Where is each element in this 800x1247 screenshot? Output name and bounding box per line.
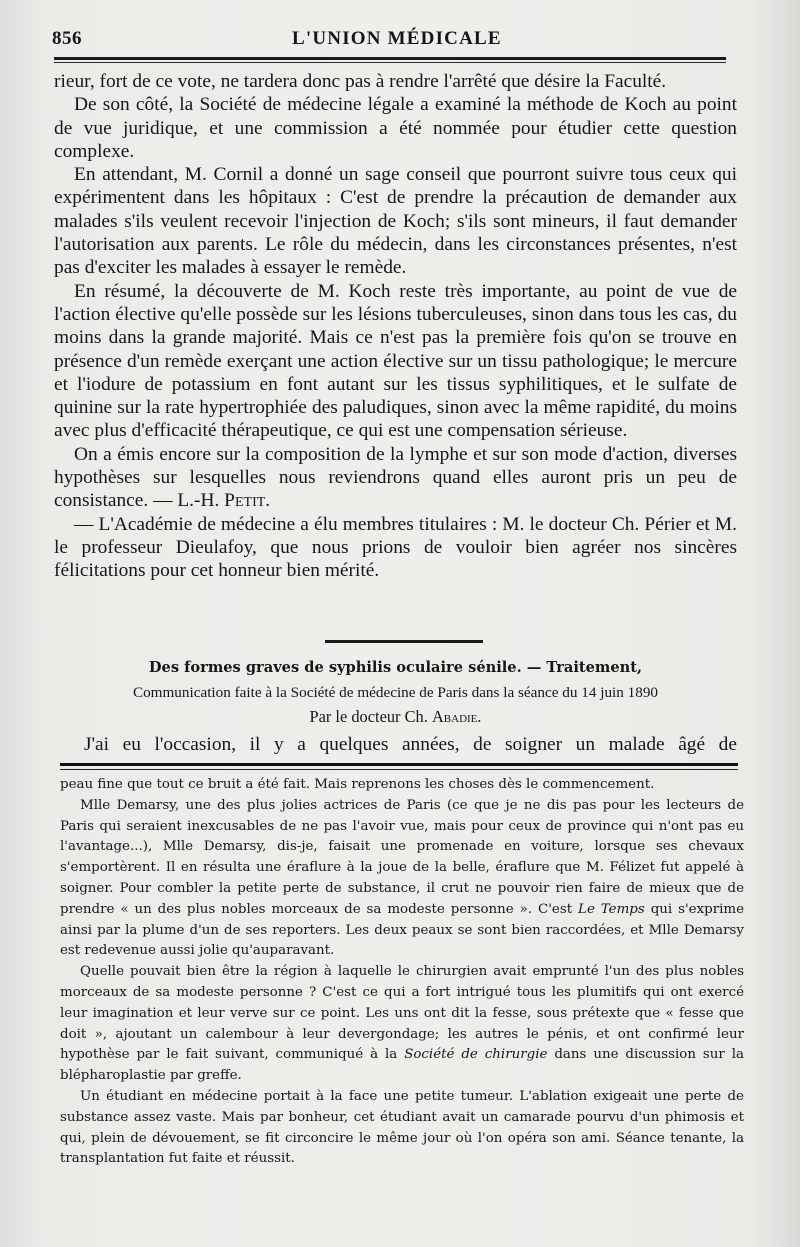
article-first-line: J'ai eu l'occasion, il y a quelques années, de soigner un malade âgé de [84, 734, 737, 755]
author-prefix: Par le docteur Ch. [309, 707, 428, 726]
signature: L.-H. Petit. [177, 490, 271, 512]
lymphe-text: On a émis encore sur la composition de la lymphe et sur son mode d'action, diverses hypothèses sur lesquelles nous reviendrons quand elles auront pris un peu de consistance. — [54, 443, 737, 512]
paragraph-lymphe [54, 443, 737, 513]
article-title: Des formes graves de syphilis oculaire sénile. — Traitement, [148, 659, 643, 676]
paragraph-academie: — L'Académie de médecine a élu membres titulaires : M. le docteur Ch. Périer et M. le professeur Dieulafoy, que nous prions de vouloir bien agréer nos sincères félicitations pour cet honneur bien mérité. [54, 513, 737, 582]
paragraph-cornil: En attendant, M. Cornil a donné un sage conseil que pourront suivre tous ceux qui expérimentent dans les hôpitaux : C'est de prendre la précaution de demander aux malades s'ils veulent recevoir l'injection de Koch; s'ils sont mineurs, il faut demander l'autorisation aux parents. Le rôle du médecin, dans les circonstances présentes, n'est pas d'exciter les malades à essayer le remède. [54, 164, 737, 279]
feuilleton-paragraph-etudiant: Un étudiant en médecine portait à la face une petite tumeur. L'ablation exigeait une perte de substance assez vaste. Mais par bonheur, cet étudiant avait un camarade pourvu d'un phimosis et qui, plein de dévouement, se fit circoncire le même jour où l'on opéra son ami. Séance tenante, la transplantation fut faite et réussit. [60, 1088, 744, 1167]
page-header [52, 28, 742, 54]
article-communication: Communication faite à la Société de médecine de Paris dans la séance du 14 juin 1890 [132, 684, 659, 701]
societe-chirurgie: Société de chirurgie [404, 1047, 548, 1063]
feuilleton-rule [60, 763, 738, 766]
feuilleton-paragraph-region [60, 962, 744, 1087]
header-rule [54, 57, 726, 60]
main-text [54, 70, 737, 583]
demarsy-text-end: qui s'exprime ainsi par la plume d'un de ses reporters. Les deux peaux se sont bien raccordées, et Mlle Demarsy est redevenue aussi jolie qu'auparavant. [60, 901, 744, 959]
running-title: L'UNION MÉDICALE [292, 28, 502, 49]
feuilleton-text [60, 775, 744, 1170]
header-rule-thin [54, 62, 726, 63]
paragraph-continuation: rieur, fort de ce vote, ne tardera donc pas à rendre l'arrêté que désire la Faculté. [54, 71, 667, 92]
page-number: 856 [52, 28, 82, 49]
feuilleton-rule-thin [60, 769, 738, 770]
region-text-end: dans une discussion sur la blépharoplastie par greffe. [60, 1047, 744, 1084]
demarsy-text: Mlle Demarsy, une des plus jolies actrices de Paris (ce que je ne dis pas pour les lecteurs de Paris qui seraient inexcusables de ne pas l'avoir vue, mais pour ceux de province qui n'ont pas eu l'avantage...), Mlle Demarsy, dis-je, faisait une promenade en voiture, lorsque ses chevaux s'emportèrent. Il en résulta une éraflure à la joue de la belle, éraflure que M. Félizet fut appelé à soigner. Pour combler la petite perte de substance, il crut ne pouvoir rien faire de mieux que de prendre « un des plus nobles morceaux de sa modeste personne ». C'est [60, 797, 744, 917]
paragraph-resume: En résumé, la découverte de M. Koch reste très importante, au point de vue de l'action élective qu'elle possède sur les lésions tuberculeuses, sinon dans tous les cas, du moins dans la grande majorité. Mais ce n'est pas la première fois qu'on se trouve en présence d'un remède exerçant une action élective sur un tissu pathologique; le mercure et l'iodure de potassium en font autant sur les tissus syphilitiques, et le sulfate de quinine sur la rate hypertrophiée des paludiques, sinon avec la même rapidité, du moins avec plus d'efficacité thérapeutique, ce qui est une compensation sérieuse. [54, 280, 737, 442]
feuilleton-paragraph-demarsy [60, 796, 744, 962]
region-text: Quelle pouvait bien être la région à laquelle le chirurgien avait emprunté l'un des plus nobles morceaux de sa modeste personne ? C'est ce qui a fort intrigué tous les plumitifs qui ont exercé leur imagination et leur verve sur ce point. Les uns ont dit la fesse, sous prétexte que « fesse que doit », ajoutant un calembour à leur devergondage; les autres le pénis, et ont confirmé leur hypothèse par le fait suivant, communiqué à la [60, 964, 744, 1063]
paragraph-societe-medecine-legale: De son côté, la Société de médecine légale a examiné la méthode de Koch au point de vue juridique, et une commission a été nommée pour étudier cette question complexe. [54, 94, 737, 162]
author-name: Abadie. [431, 707, 482, 726]
le-temps-title: Le Temps [578, 901, 645, 917]
feuilleton-paragraph: peau fine que tout ce bruit a été fait. Mais reprenons les choses dès le commencement. [60, 777, 655, 792]
section-rule [325, 640, 483, 643]
article-author [54, 707, 737, 727]
